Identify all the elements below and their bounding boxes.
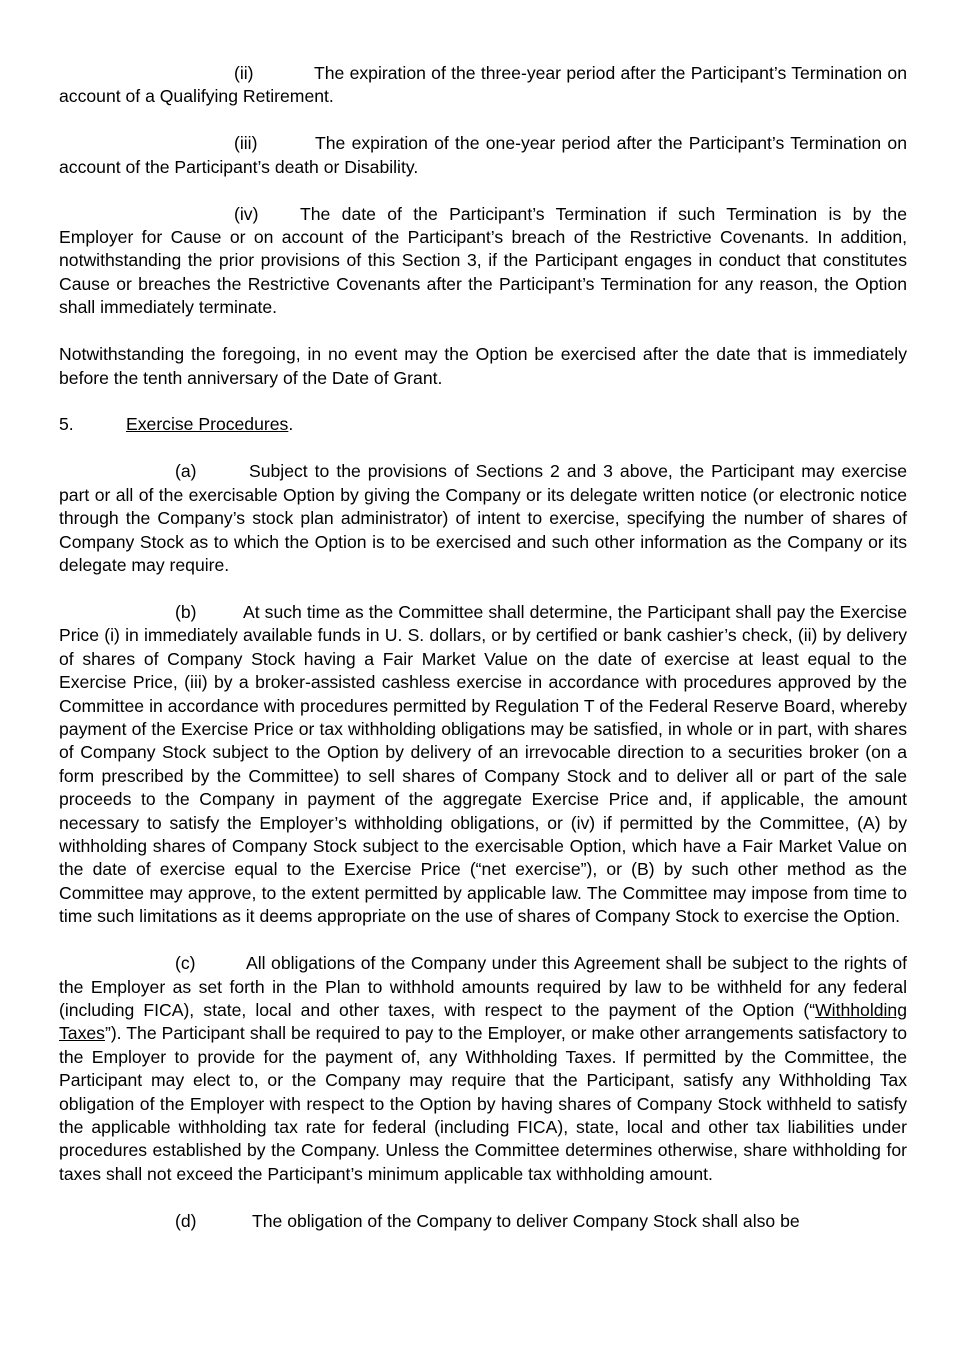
subsection-iii: [59, 132, 907, 179]
subsection-label: (iv): [234, 203, 259, 224]
defined-term-withholding-taxes: Withholding Taxes: [59, 999, 907, 1044]
paragraph-d: [59, 1210, 907, 1233]
paragraph-text: Subject to the provisions of Sections 2 and 3 above, the Participant may exercise part or all of the exercisable Option by giving the Company or its delegate written notice (or electronic notice through the Company’s stock plan administrator) of intent to exercise, specifying the number of shares of Company Stock as to which the Option is to be exercised and such other information as the Company or its delegate may require.: [59, 461, 907, 575]
section-title: Exercise Procedures: [126, 414, 289, 435]
section-heading: [59, 413, 907, 436]
subsection-text: The date of the Participant’s Termination if such Termination is by the Employer for Cause or on account of the Participant’s breach of the Restrictive Covenants. In addition, notwithstanding the prior provisions of this Section 3, if the Participant engages in conduct that constitutes Cause or breaches the Restrictive Covenants after the Participant’s Termination for any reason, the Option shall immediately terminate.: [59, 203, 907, 318]
subsection-label: (ii): [234, 63, 254, 83]
subsection-iv: [59, 203, 907, 320]
subsection-ii: [59, 62, 907, 109]
paragraph-label: (c): [175, 953, 196, 974]
paragraph-label: (a): [175, 461, 197, 482]
section-title-suffix: .: [288, 414, 294, 435]
subsection-label: (iii): [234, 133, 258, 154]
paragraph-a: [59, 460, 907, 577]
paragraph-text-before: All obligations of the Company under this Agreement shall be subject to the rights of the Employer as set forth in the Plan to withhold amounts required by law to be withheld for any federal (including FICA), state, local and other taxes, with respect to the payment of the Option (“: [59, 953, 907, 1020]
paragraph-text: The obligation of the Company to deliver Company Stock shall also be: [252, 1210, 800, 1231]
paragraph-text-after: ”). The Participant shall be required to pay to the Employer, or make other arrangements satisfactory to the Employer to provide for the payment of, any Withholding Taxes. If permitted by the Committee, the Participant may elect to, or the Company may require that the Participant, satisfy any Withholding Tax obligation of the Employer with respect to the Option by having shares of Company Stock withheld to satisfy the applicable withholding tax rate for federal (including FICA), state, local and other tax liabilities under procedures established by the Company. Unless the Committee determines otherwise, share withholding for taxes shall not exceed the Participant’s minimum applicable tax withholding amount.: [59, 1023, 907, 1184]
paragraph-label: (d): [175, 1210, 197, 1231]
subsection-text: The expiration of the three-year period after the Participant’s Termination on account of a Qualifying Retirement.: [59, 63, 907, 107]
subsection-text: The expiration of the one-year period after the Participant’s Termination on account of the Participant’s death or Disability.: [59, 133, 907, 177]
paragraph-b: [59, 601, 907, 929]
paragraph-c: [59, 952, 907, 1186]
paragraph-label: (b): [175, 601, 197, 622]
notwithstanding-paragraph: Notwithstanding the foregoing, in no event may the Option be exercised after the date that is immediately before the tenth anniversary of the Date of Grant.: [59, 344, 907, 388]
section-number: 5.: [59, 414, 74, 435]
paragraph-text: At such time as the Committee shall determine, the Participant shall pay the Exercise Price (i) in immediately available funds in U. S. dollars, or by certified or bank cashier’s check, (ii) by delivery of shares of Company Stock having a Fair Market Value on the date of exercise at least equal to the Exercise Price, (iii) by a broker-assisted cashless exercise in accordance with procedures approved by the Committee in accordance with procedures permitted by Regulation T of the Federal Reserve Board, whereby payment of the Exercise Price or tax withholding obligations may be satisfied, in whole or in part, with shares of Company Stock subject to the Option by delivery of an irrevocable direction to a securities broker (on a form prescribed by the Committee) to sell shares of Company Stock and to deliver all or part of the sale proceeds to the Company in payment of the aggregate Exercise Price and, if applicable, the amount necessary to satisfy the Employer’s withholding obligations, or (iv) if permitted by the Committee, (A) by withholding shares of Company Stock subject to the exercisable Option, which have a Fair Market Value on the date of exercise equal to the Exercise Price (“net exercise”), or (B) by such other method as the Committee may approve, to the extent permitted by applicable law. The Committee may impose from time to time such limitations as it deems appropriate on the use of shares of Company Stock to exercise the Option.: [59, 601, 907, 927]
